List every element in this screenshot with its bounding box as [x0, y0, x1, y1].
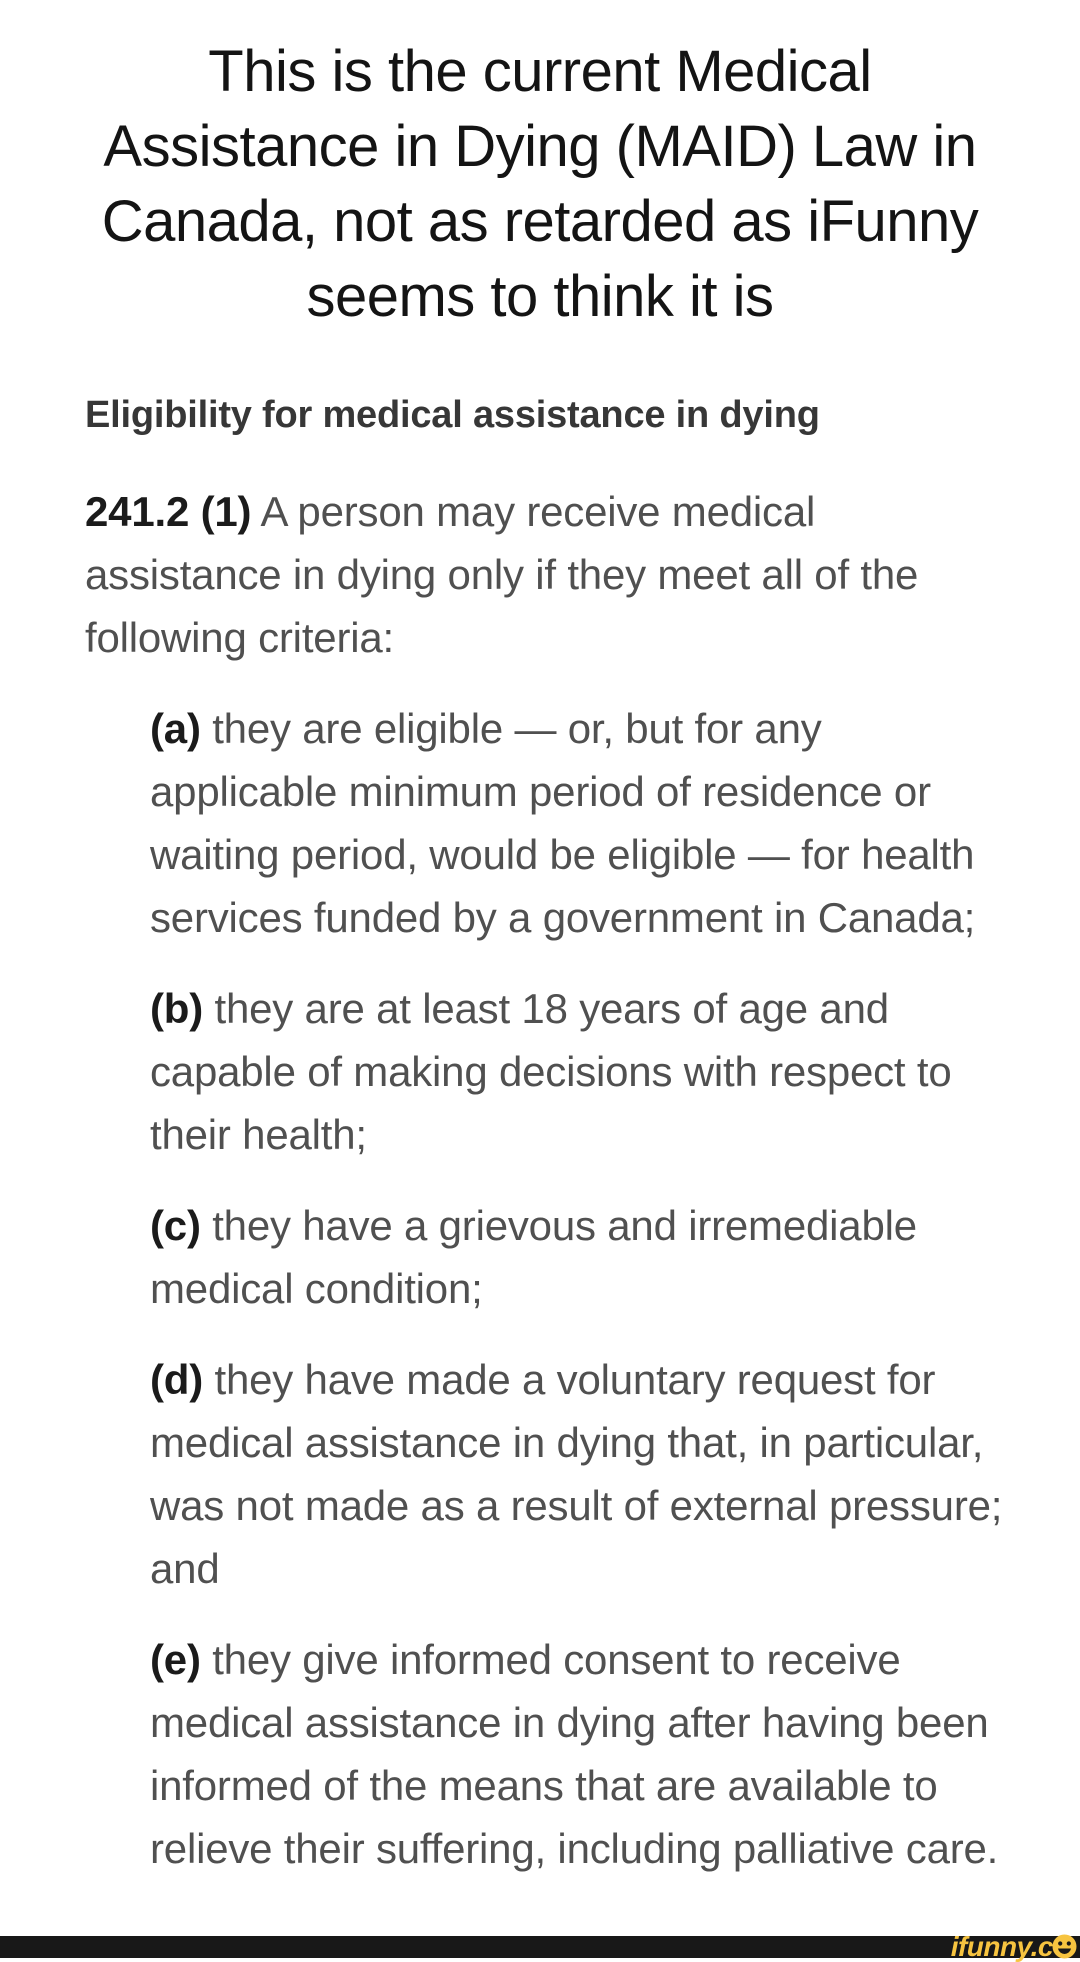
meme-title [0, 0, 1080, 334]
ifunny-watermark-text: ifunny.c [950, 1931, 1053, 1962]
list-item-e [150, 1628, 1010, 1880]
smiley-icon [1052, 1934, 1077, 1959]
list-item-d [150, 1348, 1010, 1600]
list-item-b [150, 977, 1010, 1166]
meme-title-line: This is the current Medical [208, 39, 872, 104]
item-label: (c) [150, 1202, 201, 1249]
item-text: they have a grievous and irremediable medical condition; [150, 1202, 917, 1312]
item-label: (a) [150, 705, 201, 752]
law-excerpt [0, 392, 1080, 1880]
meme-title-line: seems to think it is [306, 264, 774, 329]
item-label: (d) [150, 1356, 204, 1403]
intro-text: A person may receive medical assistance in dying only if they meet all of the following criteria: [85, 488, 919, 661]
item-label: (e) [150, 1636, 201, 1683]
section-number: 241.2 (1) [85, 488, 252, 535]
meme-title-line: Assistance in Dying (MAID) Law in [103, 114, 977, 179]
list-item-c [150, 1194, 1010, 1320]
item-text: they are eligible — or, but for any applicable minimum period of residence or waiting period, would be eligible — for health services funded by a government in Canada; [150, 705, 976, 941]
item-text: they give informed consent to receive medical assistance in dying after having been informed of the means that are available to relieve their suffering, including palliative care. [150, 1636, 999, 1872]
ifunny-bottom-bar [0, 1931, 1080, 1962]
list-item-a [150, 697, 1010, 949]
section-heading: Eligibility for medical assistance in dying [85, 394, 820, 436]
meme-title-line: Canada, not as retarded as iFunny [101, 189, 979, 254]
item-text: they have made a voluntary request for medical assistance in dying that, in particular, was not made as a result of external pressure; and [150, 1356, 1003, 1592]
intro-paragraph [85, 480, 1010, 669]
item-text: they are at least 18 years of age and capable of making decisions with respect to their health; [150, 985, 952, 1158]
item-label: (b) [150, 985, 204, 1032]
